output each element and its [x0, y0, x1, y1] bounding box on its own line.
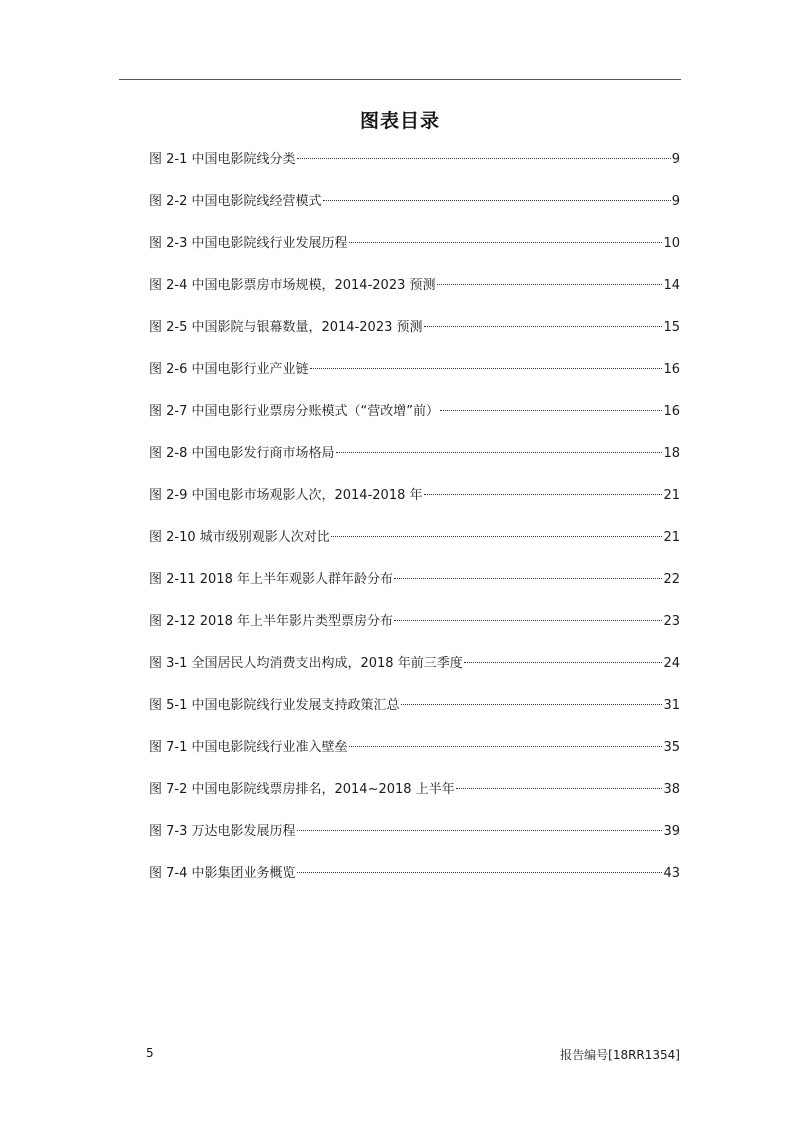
dot-leader	[437, 284, 663, 285]
toc-entry[interactable]	[149, 864, 680, 906]
toc-entry-page: 22	[663, 572, 680, 587]
figure-list	[149, 150, 680, 906]
toc-entry-page: 31	[663, 698, 680, 713]
toc-entry[interactable]	[149, 234, 680, 276]
toc-entry-label: 图 2-7 中国电影行业票房分账模式（“营改增”前）	[149, 404, 439, 419]
page-number: 5	[146, 1046, 154, 1060]
dot-leader	[424, 326, 663, 327]
dot-leader	[349, 746, 663, 747]
header-rule	[119, 79, 681, 80]
toc-entry-page: 16	[663, 362, 680, 377]
toc-entry[interactable]	[149, 402, 680, 444]
toc-entry-page: 21	[663, 530, 680, 545]
dot-leader	[297, 158, 671, 159]
toc-entry-label: 图 2-10 城市级别观影人次对比	[149, 530, 330, 545]
dot-leader	[297, 872, 663, 873]
report-code: 报告编号[18RR1354]	[560, 1048, 680, 1062]
toc-entry[interactable]	[149, 486, 680, 528]
dot-leader	[401, 704, 663, 705]
toc-entry[interactable]	[149, 192, 680, 234]
toc-entry[interactable]	[149, 570, 680, 612]
toc-entry-label: 图 2-1 中国电影院线分类	[149, 152, 296, 167]
toc-entry-page: 38	[663, 782, 680, 797]
toc-entry-label: 图 5-1 中国电影院线行业发展支持政策汇总	[149, 698, 400, 713]
toc-entry-page: 43	[663, 866, 680, 881]
toc-entry[interactable]	[149, 150, 680, 192]
toc-entry-page: 16	[663, 404, 680, 419]
dot-leader	[394, 620, 662, 621]
toc-entry[interactable]	[149, 696, 680, 738]
toc-entry-page: 35	[663, 740, 680, 755]
toc-entry-page: 18	[663, 446, 680, 461]
dot-leader	[336, 452, 663, 453]
toc-entry-label: 图 2-11 2018 年上半年观影人群年龄分布	[149, 572, 393, 587]
toc-entry[interactable]	[149, 318, 680, 360]
dot-leader	[349, 242, 663, 243]
toc-entry[interactable]	[149, 360, 680, 402]
toc-entry-label: 图 2-6 中国电影行业产业链	[149, 362, 309, 377]
toc-entry[interactable]	[149, 822, 680, 864]
toc-entry[interactable]	[149, 612, 680, 654]
toc-entry-label: 图 2-8 中国电影发行商市场格局	[149, 446, 335, 461]
toc-entry-label: 图 2-3 中国电影院线行业发展历程	[149, 236, 348, 251]
dot-leader	[464, 662, 663, 663]
dot-leader	[297, 830, 663, 831]
toc-entry-label: 图 2-4 中国电影票房市场规模，2014-2023 预测	[149, 278, 436, 293]
dot-leader	[394, 578, 662, 579]
toc-entry-page: 14	[663, 278, 680, 293]
toc-entry-label: 图 7-1 中国电影院线行业准入壁垒	[149, 740, 348, 755]
toc-entry-page: 39	[663, 824, 680, 839]
toc-entry-page: 9	[671, 152, 680, 167]
toc-entry-label: 图 7-3 万达电影发展历程	[149, 824, 296, 839]
page-title: 图表目录	[359, 110, 440, 132]
toc-entry[interactable]	[149, 738, 680, 780]
toc-entry-page: 15	[663, 320, 680, 335]
toc-entry-label: 图 2-2 中国电影院线经营模式	[149, 194, 322, 209]
toc-entry-page: 10	[663, 236, 680, 251]
toc-entry[interactable]	[149, 444, 680, 486]
toc-entry[interactable]	[149, 276, 680, 318]
toc-entry-page: 21	[663, 488, 680, 503]
toc-entry-page: 23	[663, 614, 680, 629]
toc-entry-label: 图 2-9 中国电影市场观影人次，2014-2018 年	[149, 488, 423, 503]
dot-leader	[323, 200, 671, 201]
toc-entry[interactable]	[149, 528, 680, 570]
toc-entry-label: 图 7-2 中国电影院线票房排名，2014~2018 上半年	[149, 782, 455, 797]
toc-entry[interactable]	[149, 780, 680, 822]
dot-leader	[440, 410, 662, 411]
dot-leader	[331, 536, 663, 537]
toc-entry-page: 9	[671, 194, 680, 209]
dot-leader	[310, 368, 663, 369]
toc-entry-page: 24	[663, 656, 680, 671]
dot-leader	[456, 788, 663, 789]
toc-entry-label: 图 7-4 中影集团业务概览	[149, 866, 296, 881]
toc-entry-label: 图 2-5 中国影院与银幕数量，2014-2023 预测	[149, 320, 423, 335]
toc-entry-label: 图 2-12 2018 年上半年影片类型票房分布	[149, 614, 393, 629]
dot-leader	[424, 494, 663, 495]
toc-entry-label: 图 3-1 全国居民人均消费支出构成，2018 年前三季度	[149, 656, 463, 671]
toc-entry[interactable]	[149, 654, 680, 696]
